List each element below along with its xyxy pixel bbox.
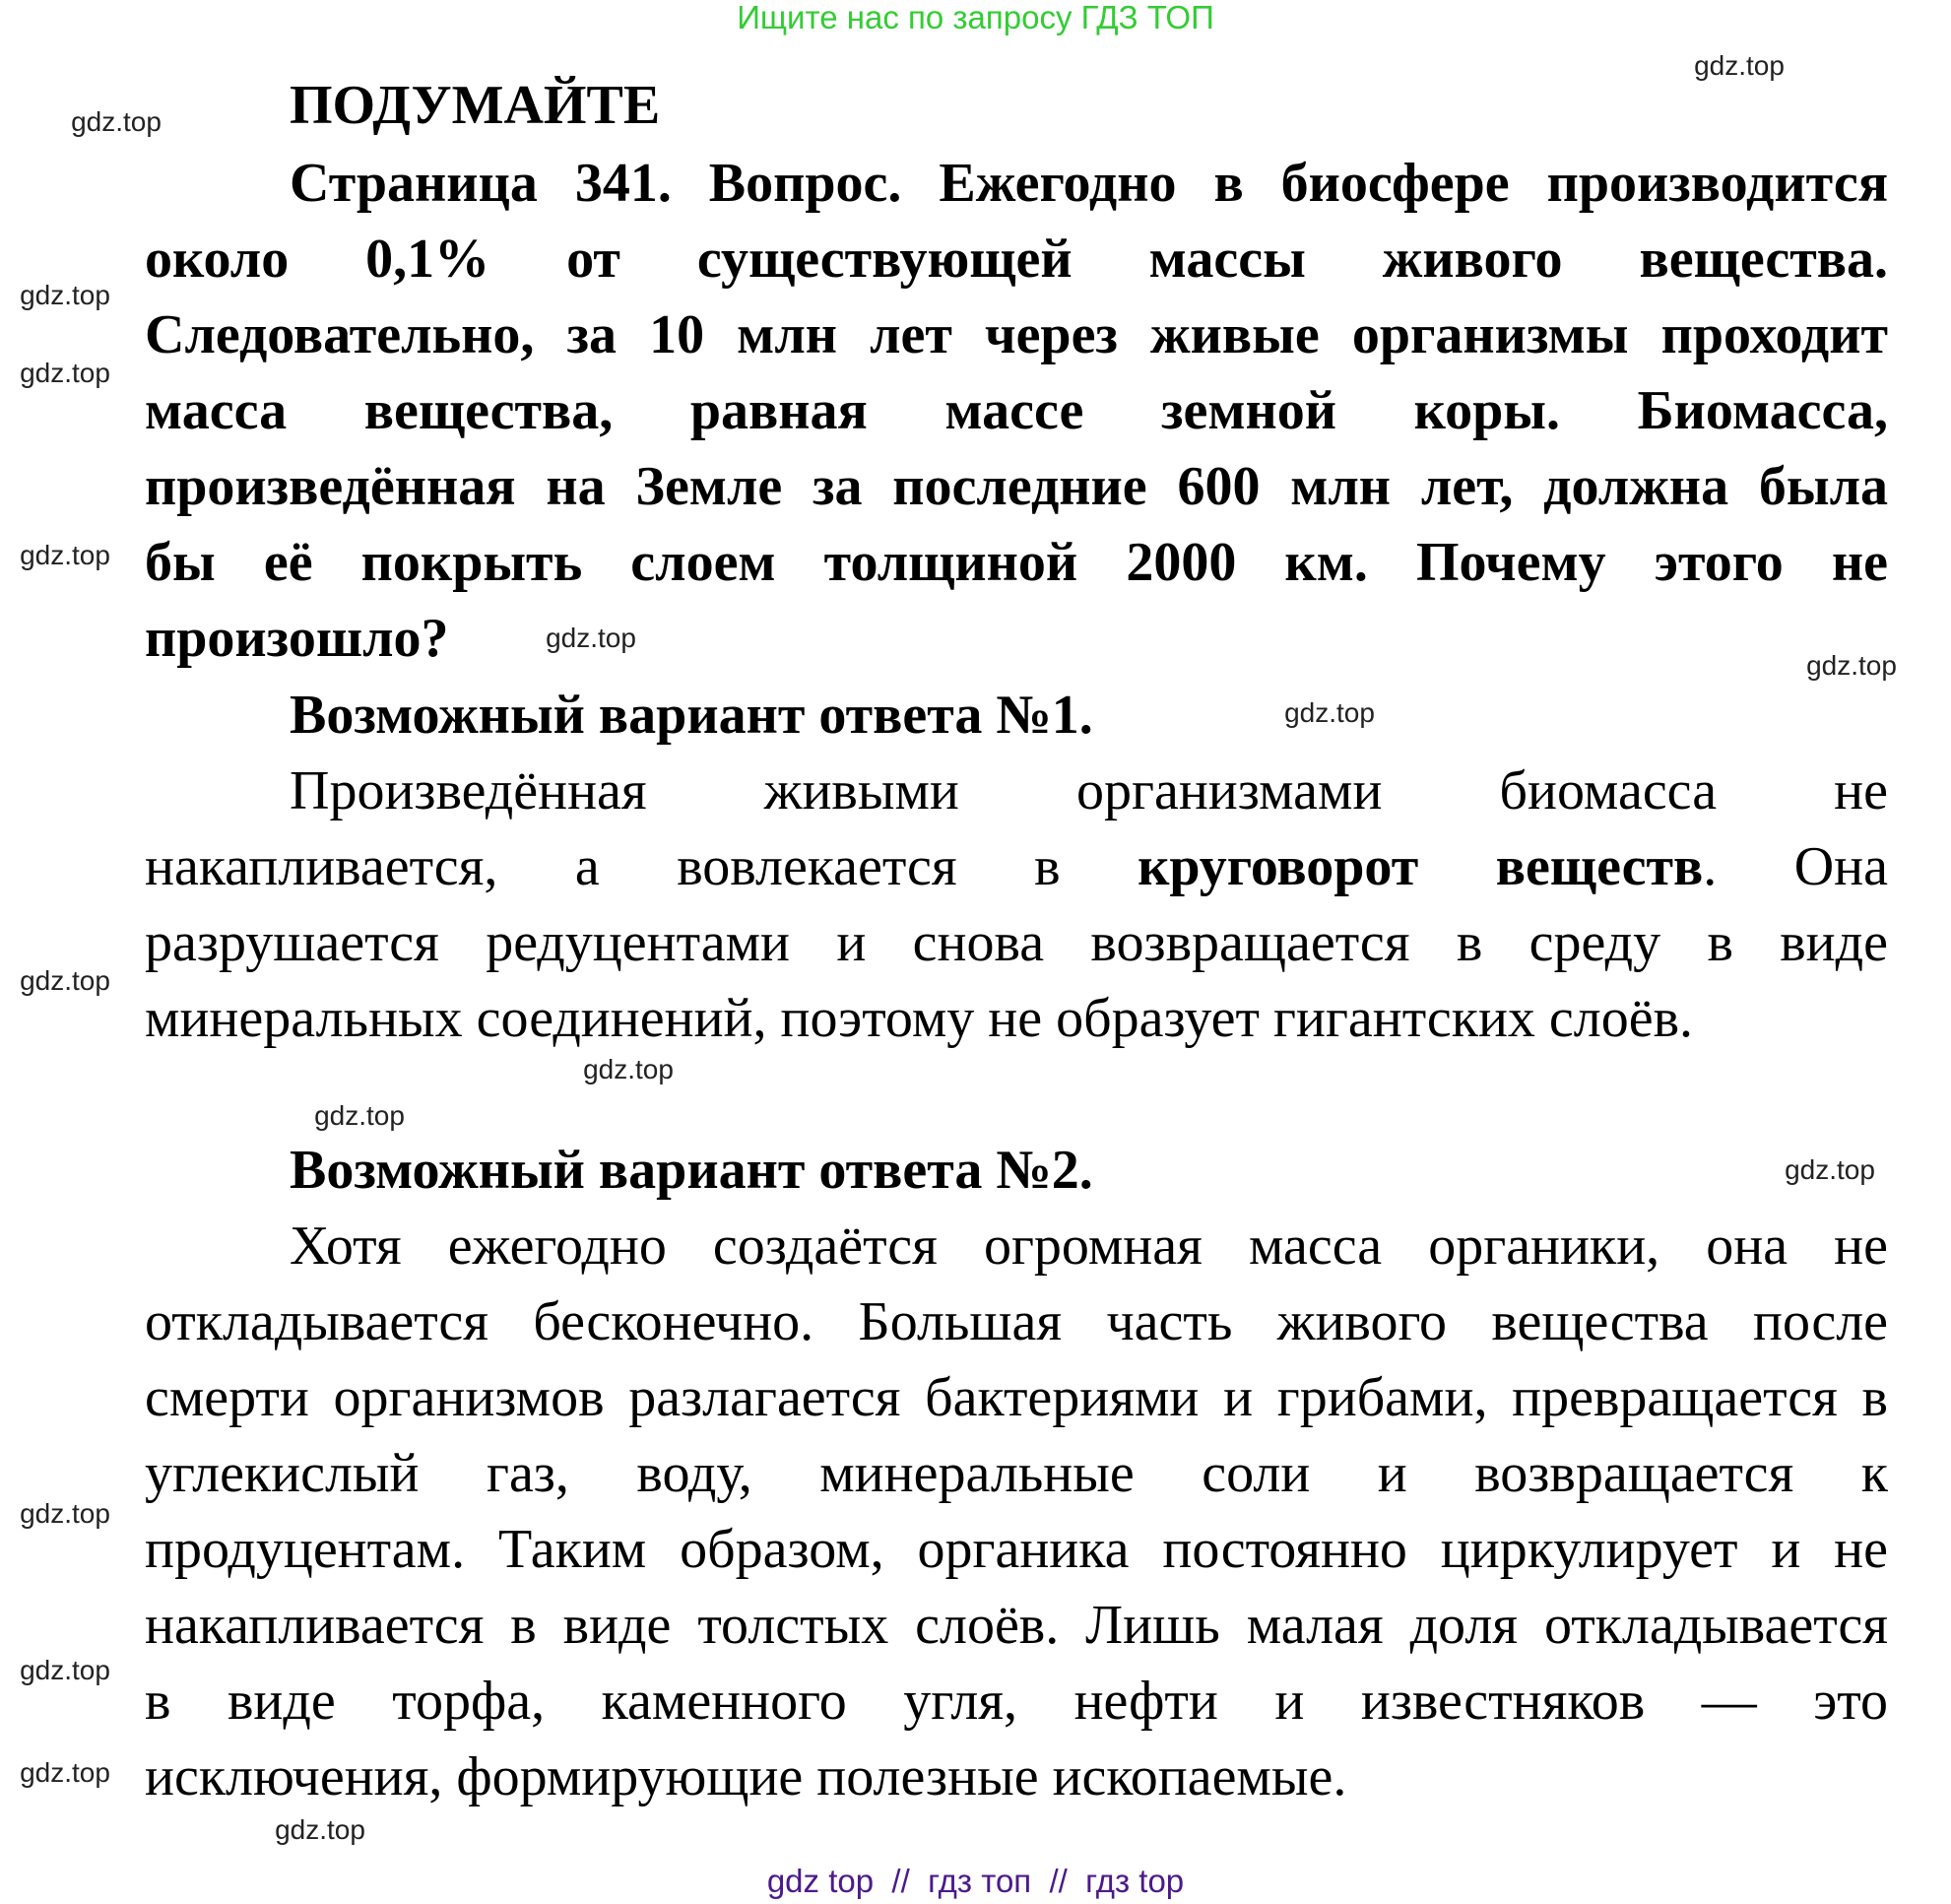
watermark: gdz.top xyxy=(20,358,110,388)
answer-line xyxy=(145,835,1888,898)
question-line: Следовательно, за 10 млн лет через живые организмы проходит xyxy=(145,304,1888,365)
watermark: gdz.top xyxy=(20,280,110,310)
watermark: gdz.top xyxy=(20,965,110,996)
text-segment: накапливается, а вовлекается в xyxy=(145,836,1138,897)
watermark: gdz.top xyxy=(1785,1154,1875,1185)
watermark: gdz.top xyxy=(1694,50,1785,81)
search-hint-banner: Ищите нас по запросу ГДЗ ТОП xyxy=(737,0,1214,35)
answer-line: продуцентам. Таким образом, органика постоянно циркулирует и не xyxy=(145,1519,1888,1580)
answer-1-heading: Возможный вариант ответа №1. xyxy=(290,685,1093,746)
answer-line: в виде торфа, каменного угля, нефти и известняков — это xyxy=(145,1671,1888,1732)
question-line: около 0,1% от существующей массы живого вещества. xyxy=(145,229,1888,290)
answer-line: накапливается в виде толстых слоёв. Лишь малая доля откладывается xyxy=(145,1595,1888,1656)
watermark: gdz.top xyxy=(20,1655,110,1685)
question-line: произведённая на Земле за последние 600 млн лет, должна была xyxy=(145,456,1888,517)
answer-line: откладывается бесконечно. Большая часть живого вещества после xyxy=(145,1291,1888,1352)
watermark: gdz.top xyxy=(20,1757,110,1788)
question-line: бы её покрыть слоем толщиной 2000 км. Почему этого не xyxy=(145,532,1888,593)
question-line: произошло? xyxy=(145,608,449,669)
text-segment: . Она xyxy=(1703,836,1889,897)
section-title: ПОДУМАЙТЕ xyxy=(290,75,661,136)
watermark: gdz.top xyxy=(583,1054,674,1084)
watermark: gdz.top xyxy=(314,1100,405,1131)
footer-links[interactable]: gdz top // гдз топ // гдз top xyxy=(766,1863,1185,1899)
answer-line: разрушается редуцентами и снова возвращается в среду в виде xyxy=(145,912,1888,973)
watermark: gdz.top xyxy=(20,1498,110,1529)
watermark: gdz.top xyxy=(20,540,110,570)
answer-line: углекислый газ, воду, минеральные соли и возвращается к xyxy=(145,1443,1888,1504)
watermark: gdz.top xyxy=(1806,650,1897,681)
answer-line: минеральных соединений, поэтому не образует гигантских слоёв. xyxy=(145,988,1694,1049)
answer-2-heading: Возможный вариант ответа №2. xyxy=(290,1140,1093,1201)
watermark: gdz.top xyxy=(71,106,162,137)
answer-line: Произведённая живыми организмами биомасса не xyxy=(290,760,1888,821)
answer-line: смерти организмов разлагается бактериями и грибами, превращается в xyxy=(145,1367,1888,1428)
watermark: gdz.top xyxy=(1284,697,1375,728)
question-line: Страница 341. Вопрос. Ежегодно в биосфере производится xyxy=(290,153,1888,214)
bold-term: круговорот веществ xyxy=(1138,836,1704,897)
answer-line: Хотя ежегодно создаётся огромная масса органики, она не xyxy=(290,1215,1888,1277)
question-line: масса вещества, равная массе земной коры. Биомасса, xyxy=(145,380,1888,441)
answer-line: исключения, формирующие полезные ископаемые. xyxy=(145,1746,1347,1807)
watermark: gdz.top xyxy=(546,623,636,653)
watermark: gdz.top xyxy=(275,1814,365,1845)
